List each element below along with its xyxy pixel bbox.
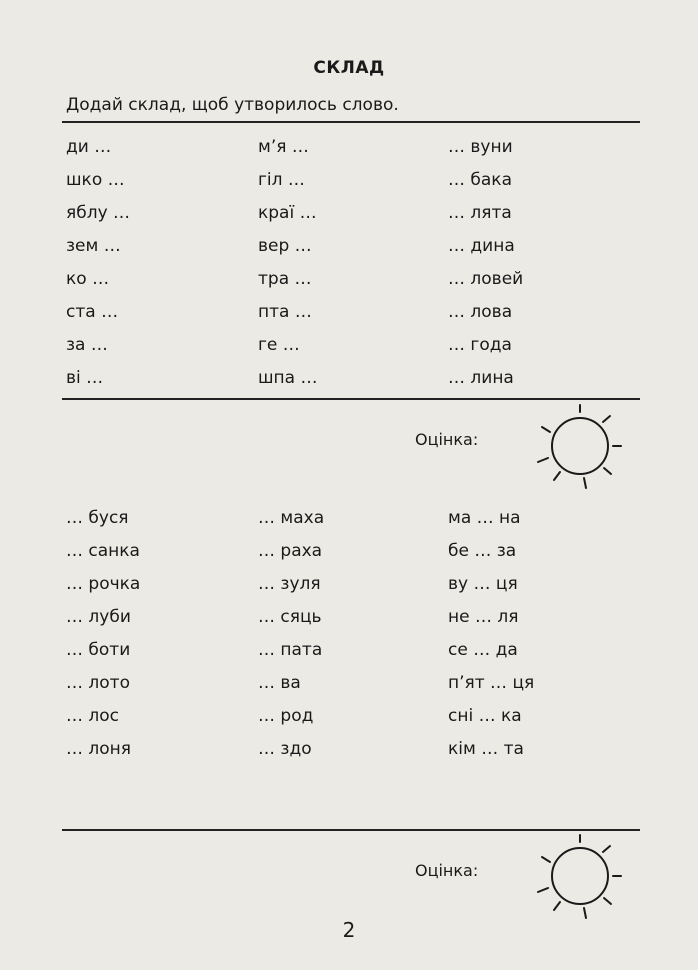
sun-icon	[528, 402, 638, 492]
exercise-row	[0, 673, 698, 706]
divider-top	[62, 121, 640, 123]
word-item: шпа …	[258, 368, 318, 388]
word-item: ди …	[66, 137, 112, 157]
word-item: … маха	[258, 508, 325, 528]
word-item: … лята	[448, 203, 512, 223]
word-item: … род	[258, 706, 314, 726]
word-item: пта …	[258, 302, 312, 322]
exercise-row	[0, 607, 698, 640]
exercise-row	[0, 170, 698, 203]
word-item: … раха	[258, 541, 323, 561]
word-item: вер …	[258, 236, 312, 256]
exercise-row	[0, 541, 698, 574]
word-item: м’я …	[258, 137, 309, 157]
exercise-row	[0, 368, 698, 401]
word-item: … ловей	[448, 269, 524, 289]
word-item: ву … ця	[448, 574, 518, 594]
word-item: … лото	[66, 673, 130, 693]
grade-label-1: Оцінка:	[415, 430, 479, 449]
word-item: п’ят … ця	[448, 673, 535, 693]
word-item: за …	[66, 335, 108, 355]
exercise-row	[0, 640, 698, 673]
word-item: … зуля	[258, 574, 321, 594]
divider-bottom	[62, 829, 640, 831]
exercise-row	[0, 574, 698, 607]
word-item: шко …	[66, 170, 125, 190]
exercise-row	[0, 236, 698, 269]
word-item: сні … ка	[448, 706, 522, 726]
word-item: ге …	[258, 335, 300, 355]
word-item: … боти	[66, 640, 131, 660]
word-item: … дина	[448, 236, 515, 256]
word-item: … рочка	[66, 574, 141, 594]
exercise-row	[0, 302, 698, 335]
divider-middle	[62, 398, 640, 400]
word-item: яблу …	[66, 203, 131, 223]
word-item: … буся	[66, 508, 129, 528]
word-item: … санка	[66, 541, 140, 561]
grade-label-2: Оцінка:	[415, 861, 479, 880]
page-title: СКЛАД	[313, 58, 385, 78]
word-item: … лина	[448, 368, 514, 388]
word-item: … лова	[448, 302, 513, 322]
exercise-row	[0, 508, 698, 541]
word-item: краї …	[258, 203, 317, 223]
word-item: не … ля	[448, 607, 519, 627]
exercise-row	[0, 739, 698, 772]
exercise-row	[0, 203, 698, 236]
word-item: … луби	[66, 607, 131, 627]
word-item: кім … та	[448, 739, 524, 759]
word-item: … пата	[258, 640, 323, 660]
word-item: … лос	[66, 706, 120, 726]
sun-icon	[528, 832, 638, 922]
word-item: … вуни	[448, 137, 513, 157]
word-item: … здо	[258, 739, 312, 759]
page-number: 2	[342, 918, 356, 942]
word-item: ста …	[66, 302, 119, 322]
exercise-row	[0, 335, 698, 368]
word-item: … ва	[258, 673, 301, 693]
word-item: се … да	[448, 640, 518, 660]
exercise-row	[0, 137, 698, 170]
word-item: бе … за	[448, 541, 517, 561]
word-item: … сяць	[258, 607, 322, 627]
word-item: гіл …	[258, 170, 305, 190]
word-item: ві …	[66, 368, 104, 388]
word-item: ма … на	[448, 508, 521, 528]
instruction-text: Додай склад, щоб утворилось слово.	[66, 95, 399, 115]
word-item: … года	[448, 335, 512, 355]
word-item: ко …	[66, 269, 110, 289]
word-item: тра …	[258, 269, 312, 289]
word-item: зем …	[66, 236, 121, 256]
exercise-row	[0, 269, 698, 302]
word-item: … бака	[448, 170, 512, 190]
word-item: … лоня	[66, 739, 132, 759]
exercise-row	[0, 706, 698, 739]
